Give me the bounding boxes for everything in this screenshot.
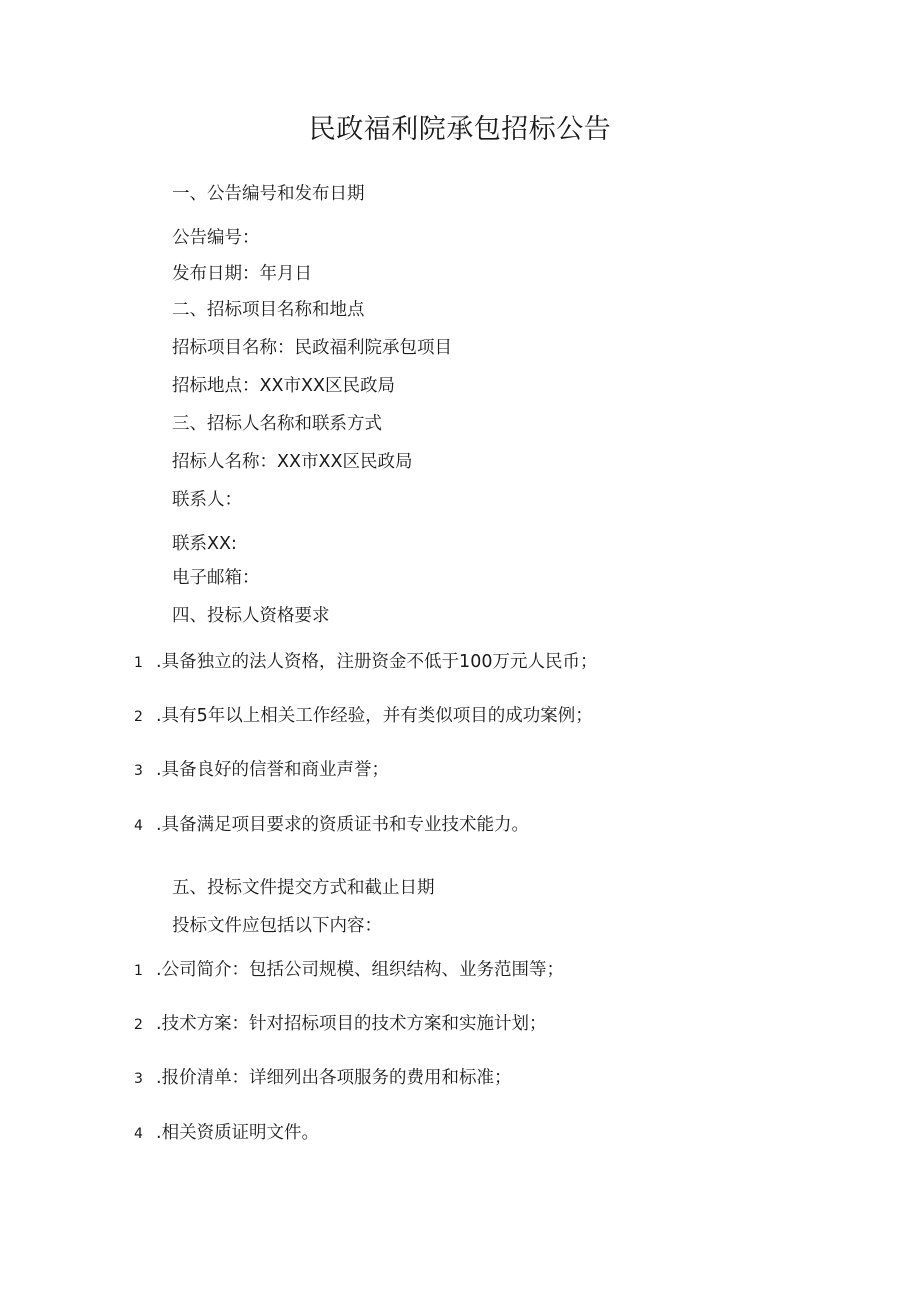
list-item — [134, 1121, 319, 1146]
list-item — [134, 1012, 547, 1037]
list-item-number: 1 — [134, 655, 143, 671]
list-item-text: .公司简介：包括公司规模、组织结构、业务范围等； — [156, 960, 565, 980]
list-item-number: 4 — [134, 1126, 143, 1142]
project-name: 招标项目名称：民政福利院承包项目 — [172, 338, 452, 358]
list-item — [134, 958, 564, 983]
list-item — [134, 704, 593, 729]
contact-info: 联系XX: — [172, 534, 237, 554]
list-item-number: 2 — [134, 1017, 143, 1033]
section2-heading: 二、招标项目名称和地点 — [172, 300, 365, 320]
list-item-text: .具备独立的法人资格，注册资金不低于100万元人民币； — [156, 652, 598, 672]
notice-number: 公告编号： — [172, 228, 260, 248]
section4-heading: 四、投标人资格要求 — [172, 606, 330, 626]
section5-heading: 五、投标文件提交方式和截止日期 — [172, 878, 435, 898]
list-item-number: 2 — [134, 709, 143, 725]
project-location: 招标地点：XX市XX区民政局 — [172, 376, 395, 396]
list-item — [134, 813, 529, 838]
section1-heading: 一、公告编号和发布日期 — [172, 184, 365, 204]
contact-person: 联系人： — [172, 490, 242, 510]
section5-intro: 投标文件应包括以下内容： — [172, 916, 382, 936]
publish-date: 发布日期：年月日 — [172, 264, 312, 284]
list-item-text: .具备良好的信誉和商业声誉； — [156, 760, 390, 780]
section3-heading: 三、招标人名称和联系方式 — [172, 414, 382, 434]
list-item — [134, 1066, 512, 1091]
list-item-text: .技术方案：针对招标项目的技术方案和实施计划； — [156, 1014, 547, 1034]
list-item-number: 3 — [134, 763, 143, 779]
list-item-number: 4 — [134, 818, 143, 834]
list-item-text: .相关资质证明文件。 — [156, 1123, 320, 1143]
list-item — [134, 650, 597, 675]
list-item — [134, 758, 389, 783]
document-title: 民政福利院承包招标公告 — [308, 114, 612, 145]
list-item-number: 1 — [134, 963, 143, 979]
list-item-text: .具备满足项目要求的资质证书和专业技术能力。 — [156, 815, 530, 835]
tenderer-name: 招标人名称：XX市XX区民政局 — [172, 452, 413, 472]
list-item-number: 3 — [134, 1071, 143, 1087]
email: 电子邮箱： — [172, 568, 260, 588]
list-item-text: .具有5年以上相关工作经验，并有类似项目的成功案例； — [156, 706, 593, 726]
list-item-text: .报价清单：详细列出各项服务的费用和标准； — [156, 1068, 512, 1088]
